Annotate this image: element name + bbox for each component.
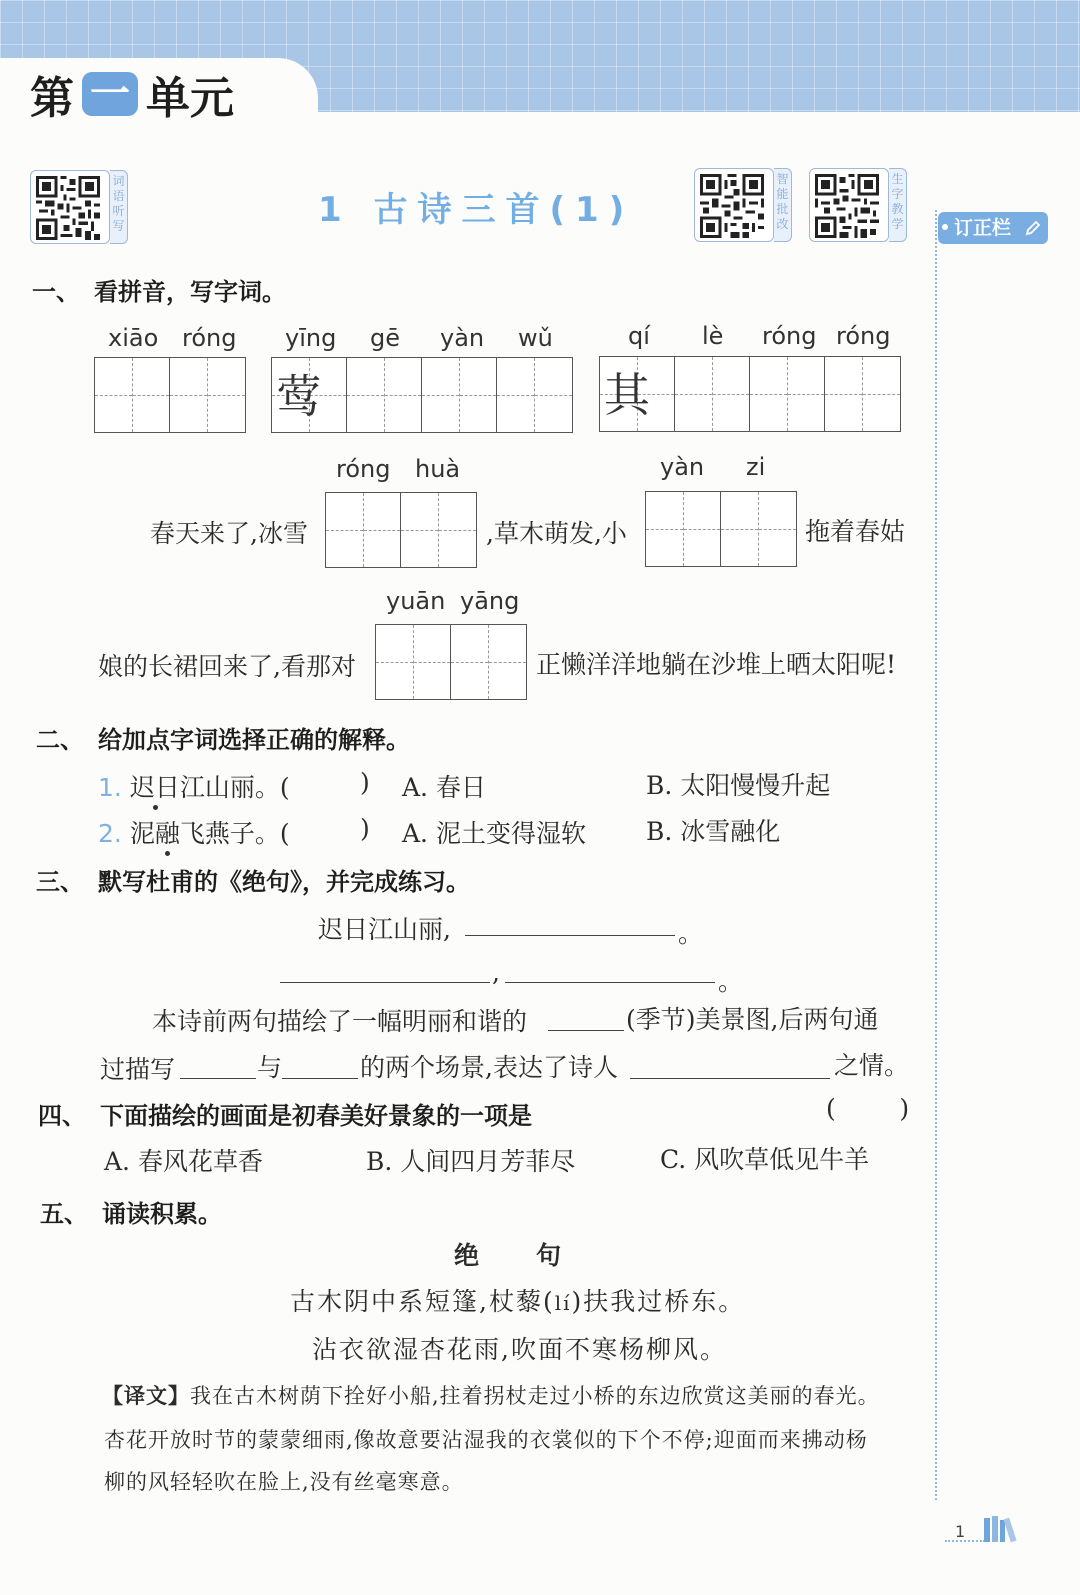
pinyin: yàn [440, 324, 485, 352]
section4-heading [38, 1096, 532, 1131]
pinyin: yuān [386, 587, 446, 615]
qr-icon [30, 170, 110, 244]
question-text: 泥 [129, 819, 155, 848]
answer-blank[interactable] [548, 1030, 624, 1031]
translation-line-3: 柳的风轻轻吹在脸上,没有丝毫寒意。 [104, 1470, 464, 1494]
books-icon [982, 1514, 1022, 1544]
qr-code-character-teaching[interactable] [809, 168, 907, 242]
section-title: 默写杜甫的《绝句》，并完成练习。 [98, 868, 470, 896]
answer-blank[interactable] [180, 1078, 256, 1079]
section-number: 五、 [40, 1200, 88, 1228]
unit-number-badge: 一 [82, 72, 138, 116]
question-number: 2. [98, 819, 122, 848]
section-title: 诵读积累。 [102, 1200, 222, 1228]
given-character: 其 [604, 368, 650, 422]
answer-blank[interactable] [630, 1078, 830, 1079]
char-grid-ronghua[interactable] [325, 492, 477, 568]
pinyin: róng [836, 322, 891, 350]
pinyin: zi [746, 453, 766, 481]
pinyin: xiāo [108, 324, 159, 352]
qr-icon [809, 168, 889, 242]
translation-line-2: 杏花开放时节的蒙蒙细雨,像故意要沾湿我的衣裳似的下个不停;迎面而来拂动杨 [104, 1428, 868, 1452]
poem-line-given: 迟日江山丽, [318, 915, 451, 944]
given-character: 莺 [276, 369, 322, 423]
qr-label: 生字教学 [889, 168, 907, 242]
section-number: 一、 [32, 278, 80, 306]
pinyin: wǔ [518, 324, 553, 352]
sentence-text: 正懒洋洋地躺在沙堆上晒太阳呢! [536, 650, 897, 679]
paragraph-text: 的两个场景,表达了诗人 [360, 1053, 618, 1082]
option-a: A. 春日 [402, 773, 486, 802]
section-number: 二、 [36, 726, 84, 754]
dotted-word: 融 [154, 819, 180, 848]
answer-blank[interactable] [505, 982, 715, 983]
qr-code-smart-grading[interactable] [694, 168, 792, 242]
poem-pinyin: lí [554, 1291, 572, 1315]
qr-icon [694, 168, 774, 242]
paragraph-text: (季节)美景图,后两句通 [626, 1005, 879, 1034]
char-grid-word3[interactable] [599, 356, 901, 432]
option-a: A. 春风花草香 [104, 1147, 263, 1176]
translation-line-1 [102, 1380, 880, 1410]
paragraph-text: 本诗前两句描绘了一幅明丽和谐的 [152, 1007, 528, 1036]
dotted-word: 迟日 [129, 773, 180, 802]
answer-paren[interactable]: ( ) [826, 1094, 910, 1123]
section2-heading [36, 720, 410, 755]
question-item-1 [98, 768, 290, 804]
lesson-title: 1 古诗三首(1) [318, 190, 635, 230]
option-c: C. 风吹草低见牛羊 [660, 1145, 870, 1174]
pencil-icon [1024, 219, 1042, 237]
poem-line-1 [290, 1282, 745, 1318]
answer-blank[interactable] [280, 982, 490, 983]
unit-title [30, 66, 234, 122]
correction-label: 订正栏 [954, 217, 1012, 239]
paragraph-text: 之情。 [834, 1051, 910, 1080]
option-b: B. 冰雪融化 [646, 817, 781, 846]
pinyin: qí [628, 322, 650, 350]
qr-label: 词语听写 [110, 170, 128, 244]
poem-line-2: 沾衣欲湿杏花雨,吹面不寒杨柳风。 [312, 1335, 727, 1364]
pinyin: huà [415, 455, 461, 483]
section-number: 三、 [36, 868, 84, 896]
section-title: 看拼音，写字词。 [94, 278, 286, 306]
answer-blank[interactable] [282, 1078, 358, 1079]
answer-paren-close[interactable]: ) [360, 814, 370, 843]
section-number: 四、 [38, 1102, 86, 1130]
unit-prefix: 第 [30, 73, 74, 124]
sentence-text: 娘的长裙回来了,看那对 [98, 652, 356, 681]
pinyin: yīng [285, 324, 337, 352]
pinyin: gē [370, 324, 400, 352]
poem-title-char: 绝 [454, 1241, 480, 1270]
qr-label: 智能批改 [774, 168, 792, 242]
question-text: 江山丽。( [179, 773, 290, 802]
pinyin: yāng [460, 587, 520, 615]
section3-heading [36, 862, 470, 897]
pinyin: lè [702, 322, 724, 350]
page-number: 1 [955, 1522, 966, 1541]
paragraph-text: 过描写 [100, 1055, 176, 1084]
pinyin: róng [762, 322, 817, 350]
paragraph-text: 与 [257, 1053, 283, 1082]
option-b: B. 人间四月芳菲尽 [366, 1147, 576, 1176]
option-b: B. 太阳慢慢升起 [646, 771, 831, 800]
question-number: 1. [98, 773, 122, 802]
unit-suffix: 单元 [146, 73, 234, 124]
poem-text: )扶我过桥东。 [571, 1287, 746, 1316]
answer-paren-close[interactable]: ) [360, 768, 370, 797]
section-title: 给加点字词选择正确的解释。 [98, 726, 410, 754]
punctuation: 。 [678, 919, 704, 948]
section-title: 下面描绘的画面是初春美好景象的一项是 [100, 1102, 532, 1130]
correction-divider [935, 210, 937, 1500]
sentence-text: 拖着春姑 [805, 517, 906, 546]
correction-tab[interactable] [938, 212, 1048, 244]
question-item-2 [98, 814, 290, 850]
option-a: A. 泥土变得湿软 [402, 819, 586, 848]
footer-dotline [945, 1540, 985, 1542]
sentence-text: ,草木萌发,小 [486, 519, 627, 548]
qr-code-dictation[interactable] [30, 170, 128, 244]
char-grid-word2[interactable] [271, 357, 573, 433]
punctuation: 。 [718, 967, 744, 996]
punctuation: , [492, 958, 500, 987]
char-grid-word1[interactable] [94, 357, 246, 433]
char-grid-yanzi[interactable] [645, 491, 797, 567]
pinyin: róng [182, 324, 237, 352]
pinyin: róng [336, 455, 391, 483]
translation-text: 我在古木树荫下拴好小船,拄着拐杖走过小桥的东边欣赏这美丽的春光。 [190, 1384, 880, 1408]
sentence-text: 春天来了,冰雪 [150, 519, 308, 548]
poem-text: 古木阴中系短篷,杖藜( [290, 1287, 555, 1316]
answer-blank[interactable] [465, 935, 675, 936]
translation-label: 【译文】 [102, 1384, 190, 1408]
char-grid-yuanyang[interactable] [375, 624, 527, 700]
pinyin: yàn [660, 453, 705, 481]
question-text: 飞燕子。( [179, 819, 290, 848]
section5-heading [40, 1194, 222, 1229]
section1-heading [32, 272, 286, 307]
poem-title-char: 句 [536, 1241, 562, 1270]
